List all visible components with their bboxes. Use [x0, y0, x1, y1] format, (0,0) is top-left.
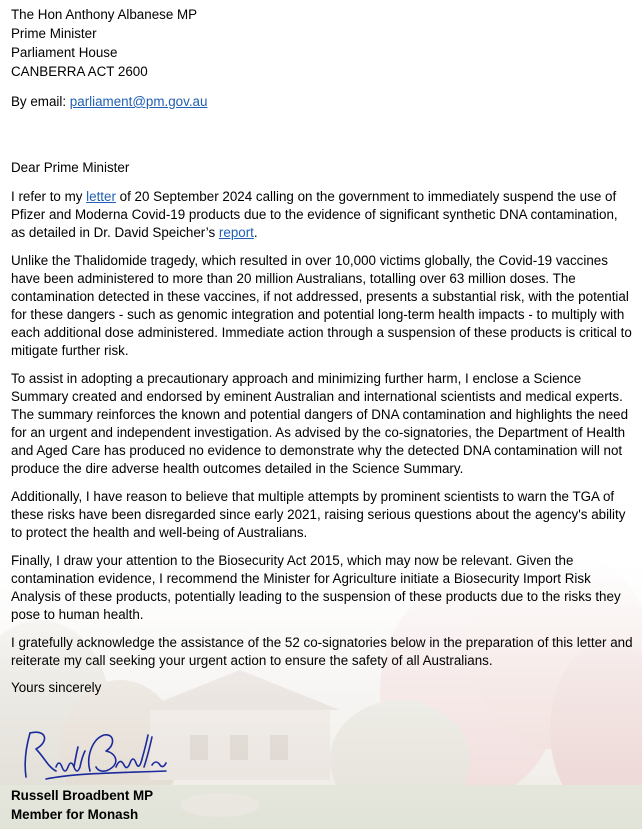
para1-middle: of 20 September 2024 calling on the government to immediately suspend the use of Pfizer and Moderna Covid-19 products due to the evidence of significant synthetic DNA contamination, as detailed in Dr. David Speicher’s — [11, 189, 618, 240]
recipient-block — [11, 6, 633, 82]
report-link[interactable]: report — [218, 225, 254, 240]
paragraph-5: Finally, I draw your attention to the Biosecurity Act 2015, which may now be relevant. Given the contamination evidence, I recommend the Minister for Agriculture initiate a Biosecurity Import Risk Analysis of these products, potentially leading to the suspension of these products due to the risks they pose to human health. — [11, 553, 621, 622]
recipient-title: Prime Minister — [11, 26, 97, 41]
para1-after: . — [253, 225, 258, 240]
para1-before: I refer to my — [11, 189, 87, 204]
recipient-building: Parliament House — [11, 45, 118, 60]
paragraph-2: Unlike the Thalidomide tragedy, which resulted in over 10,000 victims globally, the Covid-19 vaccines have been administered to more than 20 million Australians, totalling over 63 million doses. The contamination detected in these vaccines, if not addressed, presents a substantial risk, with the potential for these dangers - such as genomic integration and potential long-term health impacts - to multiply with each additional dose administered. Immediate action through a suspension of these products is critical to mitigate further risk. — [11, 253, 632, 358]
signer-name: Russell Broadbent MP — [11, 788, 154, 803]
paragraph-6: I gratefully acknowledge the assistance of the 52 co-signatories below in the preparation of this letter and reiterate my call seeking your urgent action to ensure the safety of all Australians. — [11, 635, 633, 668]
paragraph-1 — [11, 188, 633, 242]
signer-role: Member for Monash — [11, 807, 139, 822]
paragraph-3: To assist in adopting a precautionary approach and minimizing further harm, I enclose a Science Summary created and endorsed by eminent Australian and international scientists and medical experts. The summary reinforces the known and potential dangers of DNA contamination and highlights the need for an urgent and independent investigation. As advised by the co-signatories, the Department of Health and Aged Care has produced no evidence to demonstrate why the detected DNA contamination will not produce the dire adverse health outcomes detailed in the Science Summary. — [11, 371, 629, 476]
signature-image — [16, 727, 176, 783]
letter-body — [11, 6, 633, 698]
email-link[interactable]: parliament@pm.gov.au — [69, 94, 208, 109]
signer-block — [11, 786, 153, 824]
salutation: Dear Prime Minister — [11, 160, 130, 175]
paragraph-4: Additionally, I have reason to believe that multiple attempts by prominent scientists to warn the TGA of these risks have been disregarded since early 2021, raising serious questions about the agency's ability to protect the health and well-being of Australians. — [11, 489, 626, 540]
closing: Yours sincerely — [11, 680, 102, 695]
email-prefix: By email: — [11, 94, 70, 109]
letter-link[interactable]: letter — [86, 189, 116, 204]
recipient-name: The Hon Anthony Albanese MP — [11, 7, 198, 22]
email-line — [11, 93, 633, 112]
recipient-city: CANBERRA ACT 2600 — [11, 64, 148, 79]
